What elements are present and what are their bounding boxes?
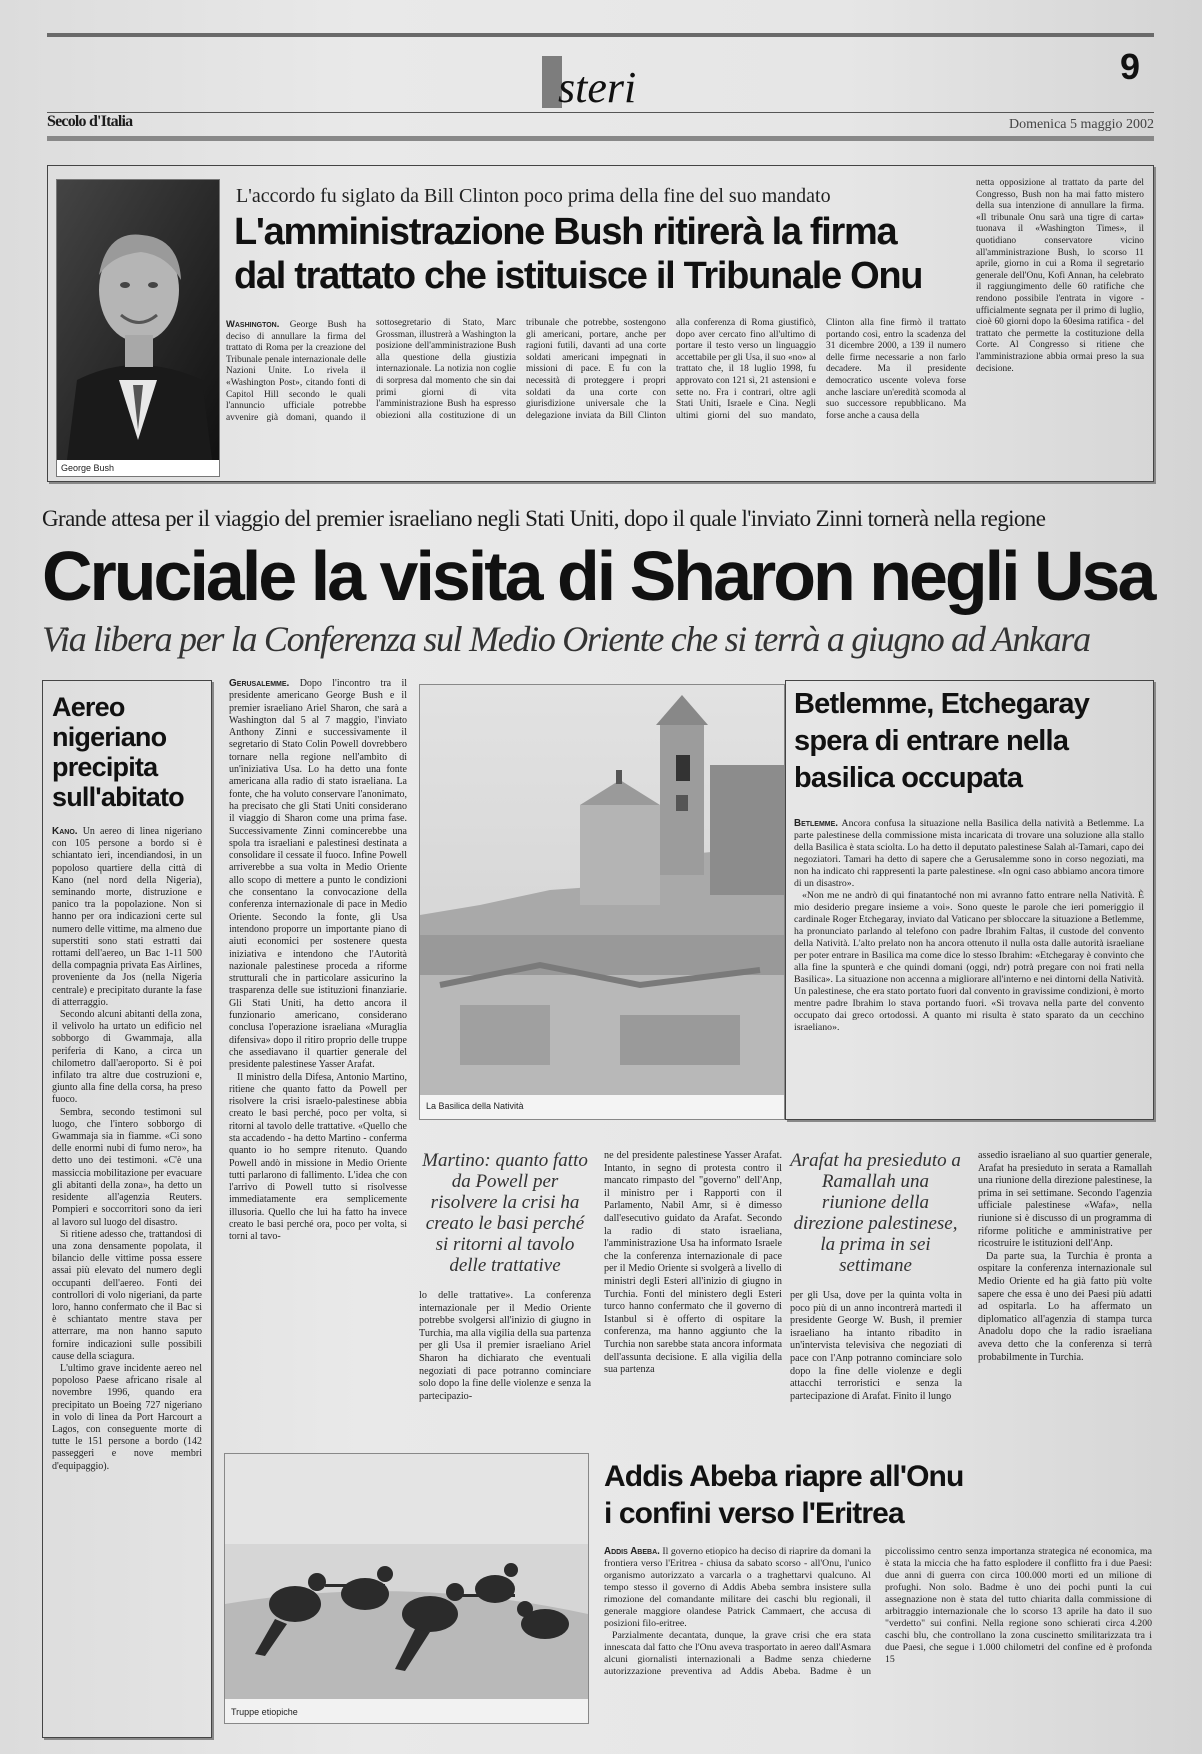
- sharon-column-3: ne del presidente palestinese Yasser Arafat. Intanto, in segno di protesta contro il mancato rimpasto del "governo" dell'Anp, il ministro per i Rapporti con il Parlamento, Nabil Amr, si è dimesso dall'esecutivo guidato da Arafat. Secondo la radio di stato israeliana, l'amministrazione Usa ha informato Israele che la conferenza internazionale di pace per il Medio Oriente si svolgerà a livello di ministri degli Esteri all'inizio di giugno in Turchia. Fonti del ministero degli Esteri turco hanno confermato che il governo di Istanbul si è offerto di ospitare la conferenza, ma hanno aggiunto che la Turchia non sarebbe stata ancora informata dell'assunta decisione. E alla vigilia della sua partenza: [604, 1150, 782, 1376]
- kano-paragraph: Un aereo di linea nigeriano con 105 persone a bordo si è schiantato ieri, incendiandosi, in un popoloso quartiere della città di Kano (nel nord della Nigeria), seminando morte, distruzione e panico tra la popolazione. Non si hanno per ora indicazioni certe sul numero delle vittime, ma almeno due superstiti sono stati estratti dai rottami dell'aereo, un Bac 1-11 500 della compagnia privata Eas Airlines, proveniente da Jos (nella Nigeria centrale) e precipitato durante la fase di atterraggio.: [52, 826, 202, 1008]
- betlemme-paragraph: «Non me ne andrò di qui finatantoché non mi avranno fatto entrare nella Natività. È mio desiderio pregare insieme a voi». Sono queste le parole che ieri pomeriggio il cardinale Roger Etchegaray, inviato dal Vaticano per sbloccare la situazione a Betlemme, ha pronunciato parlando al telefono con padre Ibrahim Faltas, il custode del convento della Natività. L'alto prelato non ha ancora ottenuto il nulla osta dalle autorità israeliane per poter entrare in Basilica ma come dice lo stesso Ibrahim: «Etchegaray è convinto che alla fine la spunterà e che quindi domani (oggi, ndr) potrà pregare con noi frati nella Basilica». La situazione non accenna a migliorare all'interno e nei dintorni della Natività. Un palestinese, che era stato portato fuori dal convento in gravissime condizioni, è morto mentre padre Ibrahim lo stava portando fuori. «Si trovava nella parte del convento occupato dai greco ortodossi. A quanto mi risulta è stato sparato da un cecchino israeliano».: [794, 890, 1144, 1033]
- betlemme-headline: Betlemme, Etchegaray spera di entrare nella basilica occupata: [794, 688, 1090, 794]
- kano-paragraph: Si ritiene adesso che, trattandosi di una zona densamente popolata, il bilancio delle vittime possa essere assai più elevato del numero degli occupanti dell'aereo. Fonti dei controllori di volo nigeriani, da parte loro, hanno confermato che il Bac si è schiantato mentre stava per atterrare, ma non hanno saputo fornire indicazioni sulle possibili cause della sciagura.: [52, 1228, 202, 1362]
- addis-paragraph: Il governo etiopico ha deciso di riaprire da domani la frontiera verso l'Eritrea - chiusa da sabato scorso - all'Onu, l'unico organismo autorizzato a varcarla o a traghettarvi qualcuno. Al tempo stesso il governo di Addis Abeba sembra insistere sulla rimozione del comandante militare dei caschi blu regionali, il generale maggiore olandese Patrick Cammaert, che accusa di posizioni filo-eritree.: [604, 1546, 871, 1629]
- issue-date: Domenica 5 maggio 2002: [1008, 117, 1154, 132]
- sharon-text: assedio israeliano al suo quartier generale, Arafat ha presieduto in serata a Ramallah una riunione della direzione palestinese, la prima in sei settimane. Secondo l'agenzia ufficiale palestinese «Wafa», nella riunione si è discusso di un programma di riforme politiche e amministrative per ricostruire le istituzioni dell'Anp.: [978, 1150, 1152, 1250]
- betlemme-dateline: Betlemme.: [794, 818, 839, 829]
- sharon-headline: Cruciale la visita di Sharon negli Usa: [42, 537, 1154, 615]
- betlemme-paragraph: Ancora confusa la situazione nella Basilica della natività a Betlemme. La parte palestinese della commissione mista incaricata di trovare una soluzione alla stallo della Basilica è stata sciolta. Lo ha detto il deputato palestinese Salah al-Tamari, capo dei negoziatori. Tamari ha detto di sapere che a Gerusalemme sono in corso negoziati, ma non ha indicato chi rappresenti la parte palestinese. «In ogni caso abbiamo ancora timore di un disastro».: [794, 818, 1144, 889]
- sharon-text: Da parte sua, la Turchia è pronta a ospitare la conferenza internazionale sul Medio Oriente ed ha già fatto più volte sapere che essa è uno dei Paesi più adatti ad ospitarla. Lo ha affermato un diplomatico all'agenzia di stampa turca Anadolu dopo che la radio israeliana aveva detto che la conferenza si terrà probabilmente in Turchia.: [978, 1250, 1152, 1363]
- sharon-column-2: lo delle trattative». La conferenza internazionale per il Medio Oriente potrebbe svolgersi all'inizio di giugno in Turchia, ma alla vigilia della sua partenza per gli Usa il premier israeliano Ariel Sharon ha dichiarato che eventuali negoziati di pace potranno cominciare solo dopo la fine delle violenze e senza la partecipazio-: [419, 1290, 591, 1402]
- sharon-column-4: per gli Usa, dove per la quinta volta in poco più di un anno incontrerà martedì il presidente George W. Bush, il premier israeliano ha intanto ribadito in un'intervista televisiva che negoziati di pace con l'Anp potranno cominciare solo dopo la fine delle violenze e degli attacchi terroristici e senza la partecipazione di Arafat. Finito il lungo: [790, 1290, 962, 1402]
- bush-kicker: L'accordo fu siglato da Bill Clinton poco prima della fine del suo mandato: [236, 185, 831, 207]
- section-title-text: steri: [558, 63, 637, 112]
- bush-headline-line2: dal trattato che istituisce il Tribunale Onu: [234, 255, 923, 297]
- sharon-column-5: [978, 1150, 1152, 1412]
- section-title: [558, 62, 636, 113]
- addis-dateline: Addis Abeba.: [604, 1546, 660, 1557]
- basilica-photo-caption: La Basilica della Natività: [426, 1101, 524, 1111]
- bush-article-last-column: netta opposizione al trattato da parte del Congresso, Bush non ha mai fatto mistero della sua intenzione di annullare la firma. «Il tribunale Onu sarà una tigre di carta» tuonava il «Washington Times», il quotidiano conservatore vicino all'amministrazione Bush, lo scorso 11 aprile, giorno in cui a Roma il segretario generale dell'Onu, Kofi Annan, ha celebrato il raggiungimento delle 60 ratifiche che rendono possibile l'entrata in vigore - ufficialmente segnata per il primo di luglio, cioè 60 giorni dopo la 60esima ratifica - del trattato che permette la costituzione della Corte. Al Congresso si ritiene che l'amministrazione abbia ormai preso la sua decisione.: [976, 178, 1144, 374]
- addis-headline: [604, 1458, 963, 1532]
- header-bottom-rule: [47, 136, 1154, 141]
- basilica-photo: [420, 685, 784, 1095]
- betlemme-article-body: [794, 818, 1144, 1112]
- sharon-text: Il ministro della Difesa, Antonio Martino, ritiene che quanto fatto da Powell per risolvere la crisi israelo-palestinese abbia creato le basi perché, poco per volta, si ritorni al tavolo delle trattative. «Quello che sta accadendo - ha detto Martino - conferma quanto io ho sempre ritenuto. Quando Powell andò in missione in Medio Oriente tutti parlarono di fallimento. L'idea che con l'arrivo di Powell tutto si risolvesse immediatamente era semplicemente illusoria. Quello che lui ha fatto ha invece creato le basi perché ora, poco per volta, si torni al tavo-: [229, 1071, 407, 1243]
- arafat-pullquote: Arafat ha presieduto a Ramallah una riunione della direzione palestinese, la prima in sei settimane: [790, 1150, 961, 1276]
- kano-article-body: [52, 826, 202, 1731]
- kano-paragraph: Secondo alcuni abitanti della zona, il velivolo ha urtato un edificio nel sobborgo di Gwammaja, alla periferia di Kano, a circa un chilometro dall'aeroporto. Si è poi infilato tra altre due costruzioni e, giunto alla fine della corsa, ha preso fuoco.: [52, 1009, 202, 1106]
- bush-headline-line1: L'amministrazione Bush ritirerà la firma: [234, 211, 897, 253]
- kano-headline: Aereo nigeriano precipita sull'abitato: [52, 692, 184, 812]
- troops-photo: [225, 1454, 588, 1699]
- sharon-column-1: [229, 678, 407, 1410]
- sharon-subhead: Via libera per la Conferenza sul Medio Oriente che si terrà a giugno ad Ankara: [42, 619, 1090, 659]
- bush-photo-caption: George Bush: [61, 463, 115, 473]
- page-number: 9: [1120, 46, 1141, 87]
- sharon-text: Dopo l'incontro tra il presidente americano George Bush e il premier israeliano Ariel Sharon, che sarà a Washington dal 5 al 7 maggio, l'inviato Anthony Zinni e successivamente il segretario di Stato Colin Powell dovrebbero tornare nella regione nell'ambito di un'iniziativa Usa. Lo ha detto una fonte americana alla radio di stato israeliana. La fonte, che ha voluto conservare l'anonimato, ha precisato che gli Stati Uniti considerano il viaggio di Sharon come una prima fase. Successivamente Zinni comincerebbe una spola tra israeliani e palestinesi destinata a consolidare il cessate il fuoco. Infine Powell arriverebbe a sua volta in Medio Oriente allo scopo di mettere a punto le condizioni che consentano la convocazione della conferenza internazionale di pace in Medio Oriente. Secondo la fonte, gli Usa intendono proporre un importante piano di aiuti economici per sostenere questa iniziativa e intendono che l'Autorità nazionale palestinese proceda a riforme strutturali che in particolare assicurino la trasparenza delle sue istituzioni finanziarie. Gli Stati Uniti, ha detto ancora il funzionario americano, considerano conclusa l'operazione israeliana «Muraglia difensiva» dopo il ritiro proprio delle truppe che assediavano il quartier generale del presidente palestinese Yasser Arafat.: [229, 678, 407, 1071]
- newspaper-name: Secolo d'Italia: [47, 113, 133, 130]
- top-rule: [47, 33, 1154, 37]
- bush-article-body: [226, 318, 966, 476]
- martino-pullquote: Martino: quanto fatto da Powell per risolvere la crisi ha creato le basi perché si ritorni al tavolo delle trattative: [422, 1150, 588, 1276]
- kano-dateline: Kano.: [52, 826, 78, 837]
- kano-paragraph: Sembra, secondo testimoni sul luogo, che l'intero sobborgo di Gwammaja sia in fiamme. «Ci sono delle enormi nubi di fumo nero», ha detto uno dei testimoni. «C'è una massiccia mobilitazione per evacuare gli abitanti della zona», ha detto un residente all'agenzia Reuters. Pompieri e soccorritori sono da ieri al lavoro sul luogo del disastro.: [52, 1106, 202, 1228]
- troops-photo-frame: [224, 1453, 589, 1724]
- bush-body-text: George Bush ha deciso di annullare la firma del trattato di Roma per la creazione del Tribunale penale internazionale delle Nazioni Unite. Lo rivela il «Washington Post», citando fonti di Capitol Hill secondo le quali l'annuncio ufficiale potrebbe avvenire già domani, quando il sottosegretario di Stato, Marc Grossman, illustrerà a Washington la posizione dell'amministrazione Bush alla questione della giustizia internazionale. La notizia non coglie di sorpresa dal momento che sin dai primi giorni di vita l'amministrazione Bush ha espresso obiezioni alla costituzione di un tribunale che potrebbe, sostengono gli americani, portare, anche per ragioni futili, davanti ad una corte soldati americani impegnati in missioni di pace. E fu con la necessità di proteggere i propri soldati da una corte con giurisdizione universale che la delegazione inviata da Bill Clinton alla conferenza di Roma giustificò, dopo aver cercato fino all'ultimo di portare il testo verso un linguaggio accettabile per gli Usa, il suo «no» al trattato che, il 18 luglio 1998, fu approvato con 121 sì, 21 astensioni e sette no. Fra i contrari, oltre agli Stati Uniti, Israele e Cina. Negli ultimi giorni del suo mandato, Clinton alla fine firmò il trattato portando così, entro la scadenza del 31 dicembre 2000, a 139 il numero delle firme necessarie a non farlo decadere. Ma il presidente democratico uscente voleva forse anche lasciare un'eredità scomoda al suo successore repubblicano. Ma forse anche a causa della: [226, 318, 966, 423]
- kano-paragraph: L'ultimo grave incidente aereo nel popoloso Paese africano risale al novembre 1996, quando era precipitato un Boeing 727 nigeriano in volo di linea da Port Harcourt a Lagos, con conseguente morte di tutte le 151 persone a bordo (142 passeggeri e nove membri d'equipaggio).: [52, 1362, 202, 1472]
- bush-portrait-photo: [57, 180, 219, 460]
- sharon-dateline: Gerusalemme.: [229, 678, 290, 689]
- addis-headline-line2: i confini verso l'Eritrea: [604, 1497, 904, 1530]
- sharon-kicker: Grande attesa per il viaggio del premier israeliano negli Stati Uniti, dopo il quale l'inviato Zinni tornerà nella regione: [42, 506, 1046, 531]
- addis-article-body: [604, 1546, 1152, 1724]
- bush-photo-frame: [56, 179, 220, 477]
- bush-dateline: Washington.: [226, 318, 280, 329]
- bush-headline: [234, 210, 922, 298]
- addis-paragraph: Parzialmente decantata, dunque, la grave crisi che era stata innescata dal fatto che l'Onu aveva trasportato in aereo dall'Asmara alcuni giornalisti internazionali a Badme senza chiederne autorizzazione preventiva ad Addis Abeba. Badme è un piccolissimo centro senza importanza strategica né economica, ma è stata la miccia che ha fatto esplodere il conflitto fra i due Paesi: due anni di guerra con circa 100.000 morti ed un milione di profughi. Non solo. Badme è uno dei pochi punti la cui assegnazione non è stata del tutto chiarita dalla commissione di arbitraggio internazionale che lo scorso 13 aprile ha dato il suo "verdetto" sui confini. Nella regione sono schierati circa 4.200 caschi blu, che controllano la zona cuscinetto smilitarizzata tra i due Paesi, che segue i 1.000 chilometri del confine ed è profonda 15: [604, 1546, 1152, 1677]
- troops-photo-caption: Truppe etiopiche: [231, 1707, 298, 1717]
- addis-headline-line1: Addis Abeba riapre all'Onu: [604, 1460, 964, 1493]
- header-thin-rule: [47, 112, 1154, 113]
- basilica-photo-frame: [419, 684, 785, 1120]
